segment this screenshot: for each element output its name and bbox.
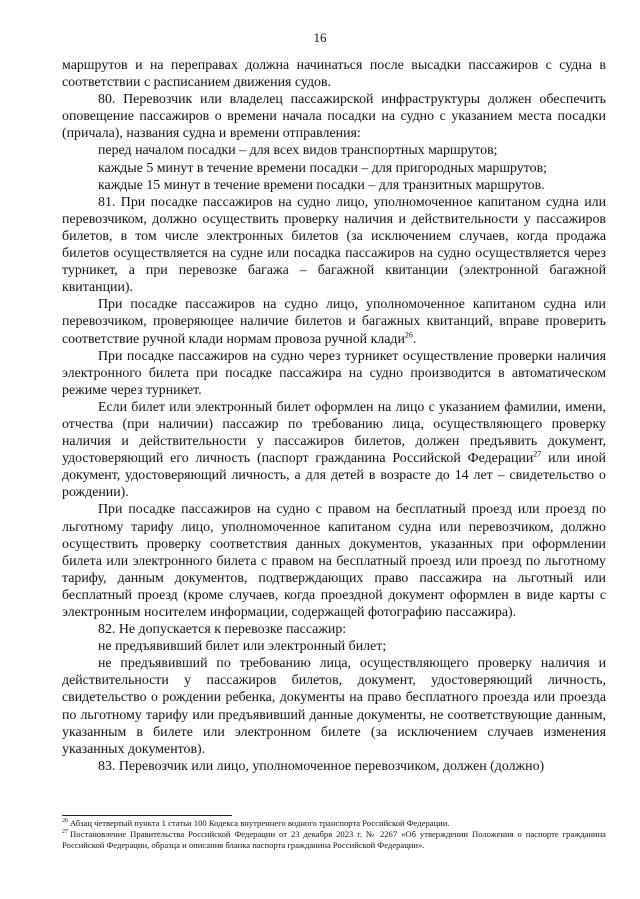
- paragraph-82: 82. Не допускается к перевозке пассажир:: [98, 622, 347, 638]
- paragraph-continuation: маршрутов и на переправах должна начинаться после высадки пассажиров с судна в соответствии с расписанием движения судов.: [62, 58, 606, 91]
- footnotes: [62, 815, 606, 852]
- paragraph-turnstile: При посадке пассажиров на судно через турникет осуществление проверки наличия электронного билета при посадке пассажира на судно производится в автоматическом режиме через турникет.: [62, 348, 606, 398]
- footnote-26: $^{26}$ Абзац четвертый пункта 1 статьи 100 Кодекса внутреннего водного транспорта Российской Федерации.: [62, 818, 450, 828]
- paragraph-identity-document: Если билет или электронный билет оформлен на лицо с указанием фамилии, имени, отчества (при наличии) пассажир по требованию лица, осуществляющего проверку наличия и действительности у пассажиров билетов, должен предъявить документ, удостоверяющий его личность (паспорт гражданина Российской Федерации$^{27}$ или иной документ, удостоверяющий личность, а для детей в возрасте до 14 лет – свидетельство о рождении).: [62, 399, 606, 501]
- footnote-ref-27[interactable]: 27: [533, 449, 542, 459]
- footnote-ref-26[interactable]: 26: [404, 329, 413, 339]
- list-item: каждые 5 минут в течение времени посадки – для пригородных маршрутов;: [98, 160, 547, 176]
- body-text: [62, 57, 606, 775]
- paragraph-81: 81. При посадке пассажиров на судно лицо, уполномоченное капитаном судна или перевозчиком, должно осуществить проверку наличия и действительности у пассажиров билетов, в том числе электронных билетов (за исключением случаев, когда продажа билетов осуществляется на судне или посадка пассажиров на судно осуществляется через турникет, а при перевозке багажа – багажной квитанции (электронной багажной квитанции).: [62, 194, 606, 296]
- footnote-27: $^{27}$ Постановление Правительства Российской Федерации от 23 декабря 2023 г. № 2267 «Об утверждении Положения о паспорте гражданина Российской Федерации, образца и описания бланка паспорта гражданина Российской Федерации».: [62, 829, 606, 851]
- list-item: не предъявивший по требованию лица, осуществляющего проверку наличия и действительности у пассажиров билетов, документ, удостоверяющий личность, свидетельство о рождении ребенка, документы на право бесплатного проезда или проезда по льготному тарифу или предъявивший данные документы, не соответствующие данным, указанным в билете или электронном билете (за исключением случаев изменения указанных документов).: [62, 656, 606, 757]
- list-item: не предъявивший билет или электронный билет;: [98, 639, 387, 655]
- page-number: 16: [313, 30, 327, 45]
- footnote-divider: [62, 815, 232, 816]
- paragraph-80: 80. Перевозчик или владелец пассажирской инфраструктуры должен обеспечить оповещение пассажиров о времени начала посадки на судно с указанием места посадки (причала), названия судна и времени отправления:: [62, 92, 606, 142]
- paragraph-hand-luggage: При посадке пассажиров на судно лицо, уполномоченное капитаном судна или перевозчиком, проверяющее наличие билетов и багажных квитанций, вправе проверить соответствие ручной клади нормам провоза ручной клади$^{26}$.: [62, 297, 606, 347]
- list-item: перед началом посадки – для всех видов транспортных маршрутов;: [98, 143, 498, 159]
- list-item: каждые 15 минут в течение времени посадки – для транзитных маршрутов.: [98, 177, 545, 193]
- paragraph-83: 83. Перевозчик или лицо, уполномоченное перевозчиком, должен (должно): [98, 758, 545, 774]
- paragraph-free-travel: При посадке пассажиров на судно с правом на бесплатный проезд или проезд по льготному тарифу лицо, уполномоченное капитаном судна или перевозчиком, должно осуществить проверку соответствия данных документов, указанных при оформлении билета или электронного билета с правом на бесплатный проезд или проезд по льготному тарифу, данным документов, подтверждающих право пассажира на льготный или бесплатный проезд (кроме случаев, когда проездной документ оформлен в виде карты с электронным носителем информации, содержащей фотографию пассажира).: [62, 502, 606, 620]
